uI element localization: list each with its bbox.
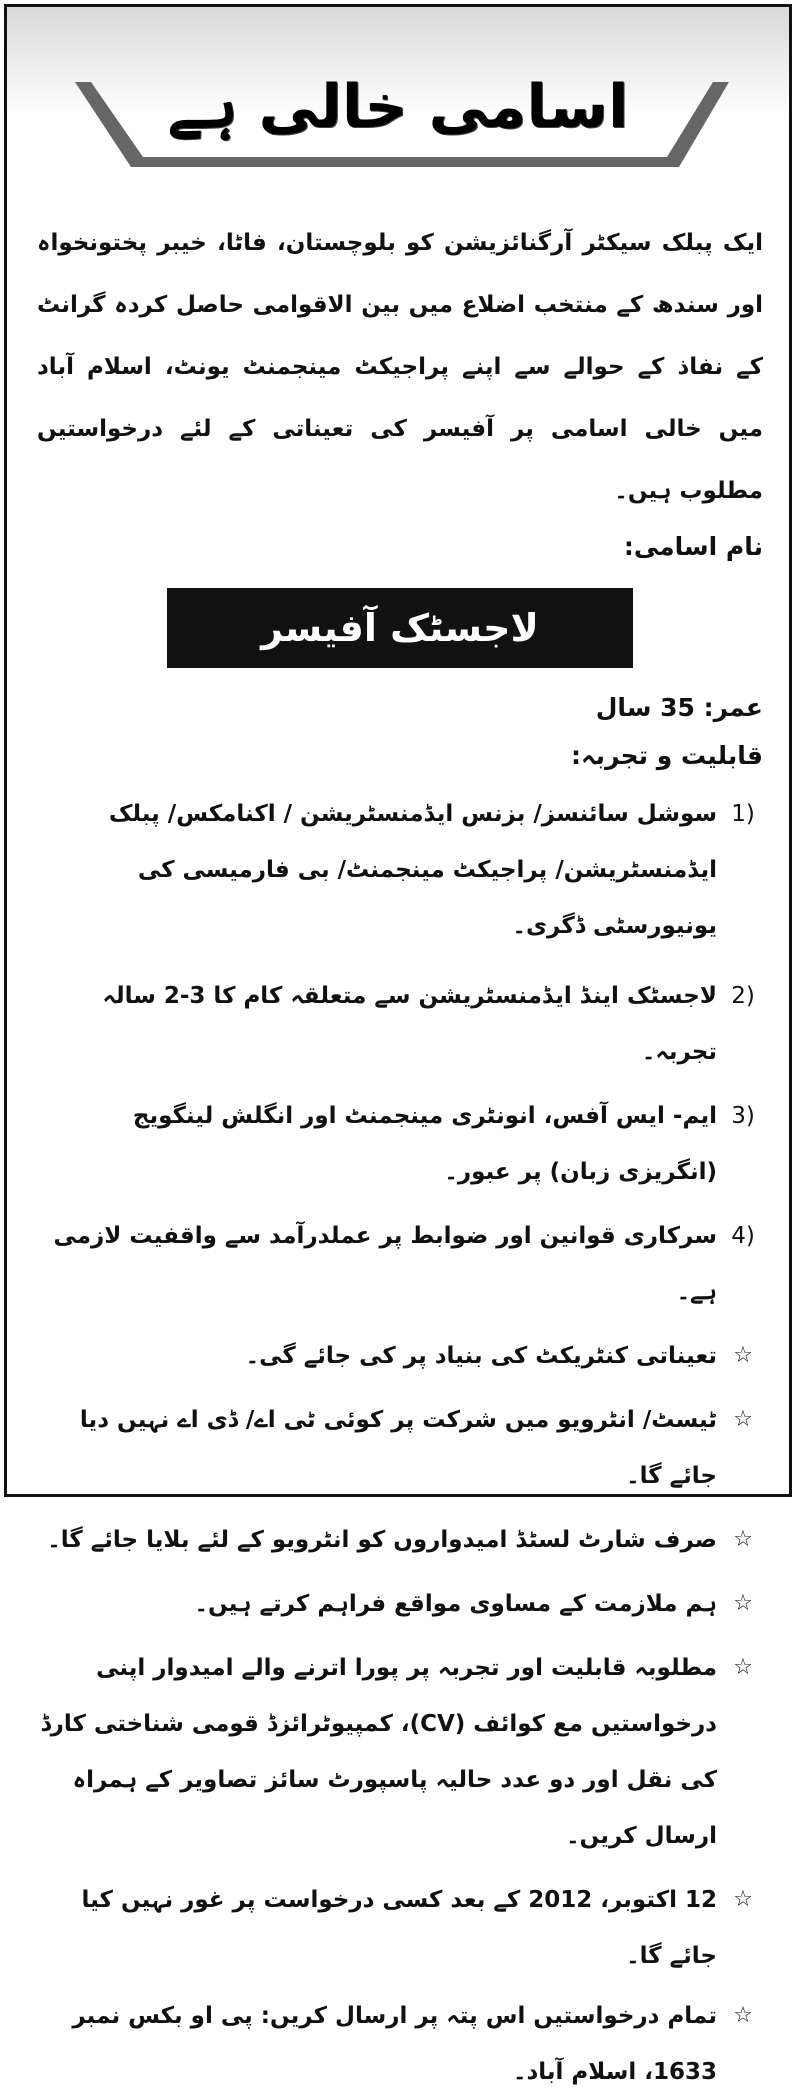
requirement-text: ایم- ایس آفس، انونٹری مینجمنٹ اور انگلش لینگویج (انگریزی زبان) پر عبور۔ <box>132 1103 717 1185</box>
header-banner <box>7 7 789 197</box>
note-text: مطلوبہ قابلیت اور تجربہ پر پورا اترنے والے امیدوار اپنی درخواستیں مع کوائف (CV)، کمپیوٹرائزڈ قومی شناختی کارڈ کی نقل اور دو عدد حالیہ پاسپورٹ سائز تصاویر کے ہمراہ ارسال کریں۔ <box>40 1655 717 1849</box>
star-icon: ☆ <box>733 1343 753 1368</box>
note-text: تعیناتی کنٹریکٹ کی بنیاد پر کی جائے گی۔ <box>245 1343 717 1369</box>
note-item <box>37 1328 763 1384</box>
note-item <box>37 1392 763 1504</box>
note-text: 12 اکتوبر، 2012 کے بعد کسی درخواست پر غور نہیں کیا جائے گا۔ <box>81 1887 717 1969</box>
note-item <box>37 1576 763 1632</box>
note-item <box>37 1988 763 2100</box>
note-text: صرف شارٹ لسٹڈ امیدواروں کو انٹرویو کے لئے بلایا جائے گا۔ <box>47 1527 717 1553</box>
star-icon: ☆ <box>733 1887 753 1912</box>
requirement-item <box>37 1088 763 1200</box>
ad-body <box>37 212 763 2100</box>
requirement-text: سرکاری قوانین اور ضوابط پر عملدرآمد سے واقفیت لازمی ہے۔ <box>53 1223 717 1305</box>
note-item <box>37 1512 763 1568</box>
qualification-heading: قابلیت و تجربہ: <box>571 741 763 770</box>
item-number: 4) <box>731 1223 755 1249</box>
age-line: عمر: 35 سال <box>595 693 763 722</box>
note-text: تمام درخواستیں اس پتہ پر ارسال کریں: پی او بکس نمبر 1633، اسلام آباد۔ <box>72 2003 717 2085</box>
star-icon: ☆ <box>733 1591 753 1616</box>
post-name-box: لاجسٹک آفیسر <box>167 588 633 668</box>
page-title: اسامی خالی ہے <box>167 72 629 142</box>
star-icon: ☆ <box>733 1407 753 1432</box>
requirement-text: سوشل سائنسز/ بزنس ایڈمنسٹریشن / اکنامکس/ پبلک ایڈمنسٹریشن/ پراجیکٹ مینجمنٹ/ بی فارمیسی کی یونیورسٹی ڈگری۔ <box>108 801 717 939</box>
item-number: 2) <box>731 983 755 1009</box>
post-label: نام اسامی: <box>623 532 763 561</box>
star-icon: ☆ <box>733 1655 753 1680</box>
requirement-item <box>37 1208 763 1320</box>
note-text: ہم ملازمت کے مساوی مواقع فراہم کرتے ہیں۔ <box>194 1591 717 1617</box>
requirement-text: لاجسٹک اینڈ ایڈمنسٹریشن سے متعلقہ کام کا 3-2 سالہ تجربہ۔ <box>102 983 717 1065</box>
requirement-item <box>37 968 763 1080</box>
job-advertisement <box>4 4 792 2085</box>
star-icon: ☆ <box>733 2003 753 2028</box>
note-text: ٹیسٹ/ انٹرویو میں شرکت پر کوئی ٹی اے/ ڈی اے نہیں دیا جائے گا۔ <box>79 1407 717 1489</box>
item-number: 3) <box>731 1103 755 1129</box>
requirement-item <box>37 786 763 954</box>
intro-paragraph: ایک پبلک سیکٹر آرگنائزیشن کو بلوچستان، فاٹا، خیبر پختونخواہ اور سندھ کے منتخب اضلاع میں بین الاقوامی حاصل کردہ گرانٹ کے نفاذ کے حوالے سے اپنے پراجیکٹ مینجمنٹ یونٹ، اسلام آباد میں خالی اسامی پر آفیسر کی تعیناتی کے لئے درخواستیں مطلوب ہیں۔ <box>37 230 763 504</box>
note-item <box>37 1872 763 1984</box>
item-number: 1) <box>731 801 755 827</box>
star-icon: ☆ <box>733 1527 753 1552</box>
note-item <box>37 1640 763 1864</box>
